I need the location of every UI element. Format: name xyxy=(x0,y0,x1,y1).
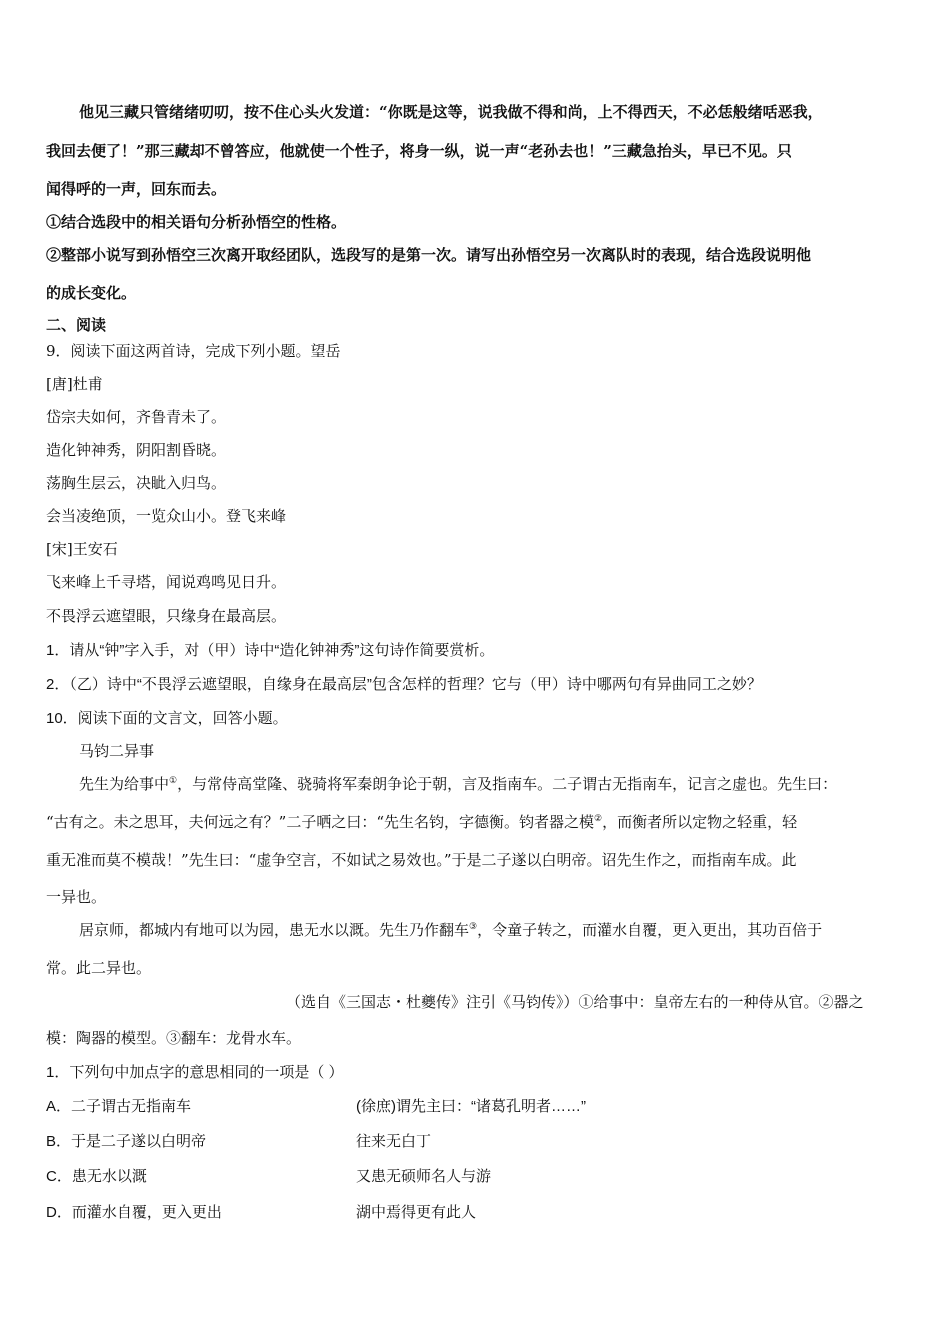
option-a xyxy=(46,1095,904,1116)
text-run: ，令童子转之，而灌水自覆，更入更出，其功百倍于 xyxy=(477,921,823,939)
poem-line: 造化钟神秀，阴阳割昏晓。 xyxy=(46,441,227,459)
poem-line: 飞来峰上千寻塔，闻说鸡鸣见日升。 xyxy=(46,573,287,591)
option-compare-text: 湖中焉得更有此人 xyxy=(356,1204,477,1221)
poem-line: 不畏浮云遮望眼，只缘身在最高层。 xyxy=(46,607,287,625)
passage-line xyxy=(46,811,797,832)
question-8-2-cont: 的成长变化。 xyxy=(46,284,137,302)
option-text: D．而灌水自覆，更入更出 xyxy=(46,1204,222,1221)
passage-line: 常。此二异也。 xyxy=(46,959,152,977)
option-text: A．二子谓古无指南车 xyxy=(46,1098,192,1115)
passage-line: 重无准而莫不模哉！”先生曰：“虚争空言，不如试之易效也。”于是二子遂以白明帝。诏先生作之，而指南车成。此 xyxy=(46,851,797,869)
passage-title: 马钧二异事 xyxy=(79,742,155,760)
passage-line: 闻得呼的一声，回东而去。 xyxy=(46,180,227,198)
section-title: 二、阅读 xyxy=(46,316,107,334)
option-text: C．患无水以溉 xyxy=(46,1168,147,1185)
text-run: 居京师，都城内有地可以为园，患无水以溉。先生乃作翻车 xyxy=(79,921,470,939)
question-9-intro: 9．阅读下面这两首诗，完成下列小题。望岳 xyxy=(46,342,341,360)
option-text: B．于是二子遂以白明帝 xyxy=(46,1133,207,1150)
passage-line xyxy=(79,773,837,794)
footnote-marker: ② xyxy=(594,814,603,824)
passage-line: 他见三藏只管绪绪叨叨，按不住心头火发道：“你既是这等，说我做不得和尚，上不得西天，不必恁般绪咶恶我， xyxy=(79,103,823,121)
passage-line: 我回去便了！”那三藏却不曾答应，他就使一个性子，将身一纵，说一声“老孙去也！”三藏急抬头，早已不见。只 xyxy=(46,142,792,160)
option-compare-text: 往来无白丁 xyxy=(356,1133,432,1150)
option-b xyxy=(46,1130,904,1151)
option-compare-text: 又患无硕师名人与游 xyxy=(356,1168,492,1185)
source-note: （选自《三国志・杜夔传》注引《马钧传》）①给事中：皇帝左右的一种侍从官。②器之 xyxy=(286,993,864,1011)
question-9-2: 2．（乙）诗中“不畏浮云遮望眼，自缘身在最高层”包含怎样的哲理？它与（甲）诗中哪两句有异曲同工之妙？ xyxy=(46,676,762,693)
text-run: ，与常侍高堂隆、骁骑将军秦朗争论于朝，言及指南车。二子谓古无指南车，记言之虚也。先生曰： xyxy=(177,775,838,793)
question-10-1: 1．下列句中加点字的意思相同的一项是（ ） xyxy=(46,1064,344,1081)
passage-line xyxy=(79,919,822,940)
poem-author: [唐]杜甫 xyxy=(46,375,103,393)
footnote-marker: ③ xyxy=(469,922,478,932)
question-9-1: 1．请从“钟”字入手，对（甲）诗中“造化钟神秀”这句诗作简要赏析。 xyxy=(46,642,495,659)
text-run: “古有之。未之思耳，夫何远之有？”二子哂之曰：“先生名钧，字德衡。钧者器之模 xyxy=(46,813,595,831)
poem-line: 会当凌绝顶，一览众山小。登飞来峰 xyxy=(46,507,287,525)
footnote-marker: ① xyxy=(169,776,178,786)
poem-line: 荡胸生层云，决眦入归鸟。 xyxy=(46,474,227,492)
option-compare-text: (徐庶)谓先主曰：“诸葛孔明者……” xyxy=(356,1098,586,1115)
poem-line: 岱宗夫如何，齐鲁青未了。 xyxy=(46,408,227,426)
text-run: ，而衡者所以定物之轻重，轻 xyxy=(602,813,798,831)
text-run: 先生为给事中 xyxy=(79,775,170,793)
passage-line: 一异也。 xyxy=(46,888,107,906)
question-10-intro: 10．阅读下面的文言文，回答小题。 xyxy=(46,710,288,727)
question-8-1: ①结合选段中的相关语句分析孙悟空的性格。 xyxy=(46,213,347,231)
question-8-2: ②整部小说写到孙悟空三次离开取经团队，选段写的是第一次。请写出孙悟空另一次离队时的表现，结合选段说明他 xyxy=(46,246,812,264)
option-d xyxy=(46,1201,904,1222)
source-note-cont: 模：陶器的模型。③翻车：龙骨水车。 xyxy=(46,1029,302,1047)
poem-author: [宋]王安石 xyxy=(46,540,118,558)
option-c xyxy=(46,1165,904,1186)
